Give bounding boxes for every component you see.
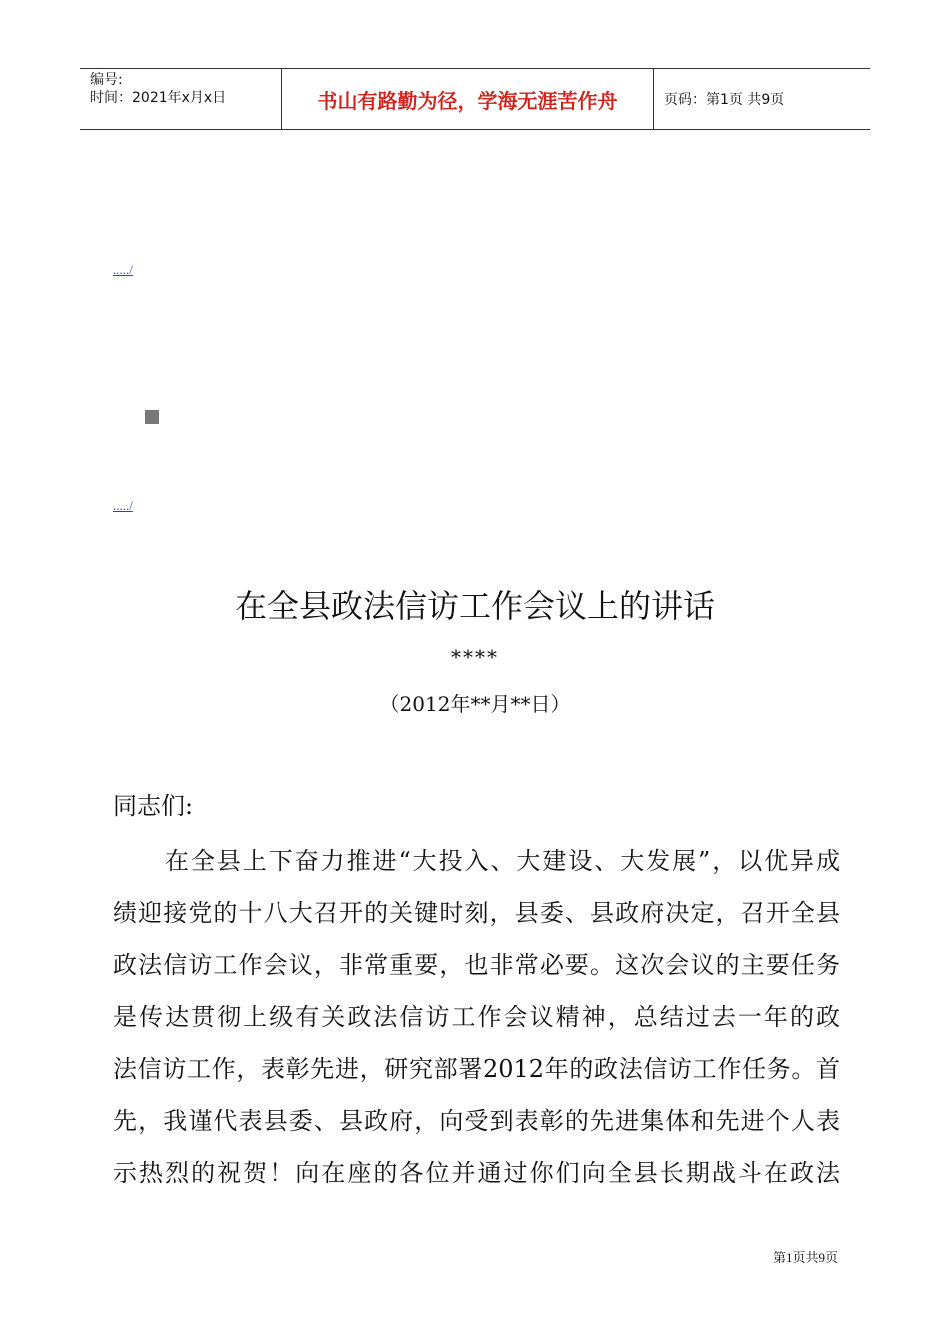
- header-page-info: 页码：第1页 共9页: [664, 92, 785, 108]
- body-line: 政法信访工作会议，非常重要，也非常必要。这次会议的主要任务: [113, 951, 840, 979]
- link-2[interactable]: ...../: [113, 498, 133, 513]
- document-author: ****: [451, 645, 499, 669]
- document-number-label: 编号:: [90, 72, 123, 88]
- body-line: 示热烈的祝贺！向在座的各位并通过你们向全县长期战斗在政法: [113, 1159, 840, 1187]
- body-line: 绩迎接党的十八大召开的关键时刻，县委、县政府决定，召开全县: [113, 899, 840, 927]
- document-time-label: 时间：2021年x月x日: [90, 90, 227, 106]
- body-line: 先，我谨代表县委、县政府，向受到表彰的先进集体和先进个人表: [113, 1107, 840, 1135]
- page-header: [80, 68, 870, 130]
- link-1[interactable]: ...../: [113, 262, 133, 277]
- page-footer: 第1页共9页: [772, 1250, 838, 1265]
- salutation: 同志们:: [113, 792, 194, 820]
- header-motto: 书山有路勤为径，学海无涯苦作舟: [282, 69, 654, 129]
- document-title: 在全县政法信访工作会议上的讲话: [234, 587, 715, 625]
- document-date: （2012年**月**日）: [379, 692, 571, 716]
- square-bullet-icon: [145, 410, 159, 424]
- body-paragraph: [113, 835, 840, 1199]
- header-meta: [80, 69, 282, 129]
- body-line: 法信访工作，表彰先进，研究部署2012年的政法信访工作任务。首: [113, 1055, 840, 1083]
- body-line: 在全县上下奋力推进“大投入、大建设、大发展”，以优异成: [165, 847, 840, 875]
- body-line: 是传达贯彻上级有关政法信访工作会议精神，总结过去一年的政: [113, 1003, 840, 1031]
